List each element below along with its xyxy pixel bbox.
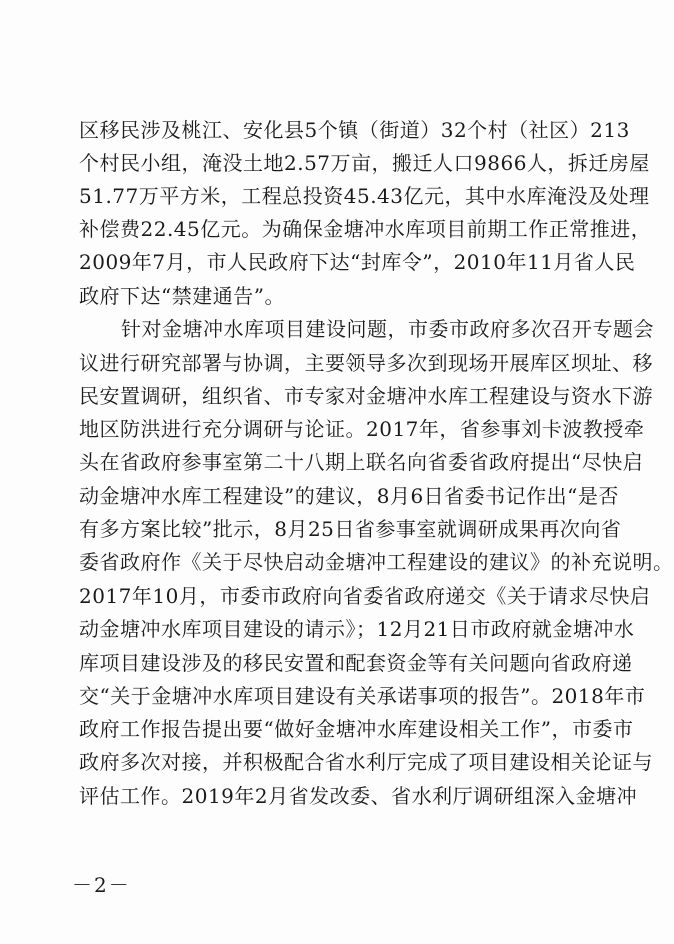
text-line: 议进行研究部署与协调，主要领导多次到现场开展库区坝址、移: [79, 351, 653, 375]
text-line: 交“关于金塘冲水库项目建设有关承诺事项的报告”。2018年市: [79, 684, 646, 708]
text-line: 委省政府作《关于尽快启动金塘冲工程建设的建议》的补充说明。: [79, 550, 674, 574]
text-line: 动金塘冲水库工程建设”的建议，8月6日省委书记作出“是否: [79, 484, 619, 508]
text-line: 库项目建设涉及的移民安置和配套资金等有关问题向省政府递: [79, 651, 633, 675]
text-line: 51.77万平方米，工程总投资45.43亿元，其中水库淹没及处理: [79, 184, 650, 208]
text-line: 个村民小组，淹没土地2.57万亩，搬迁人口9866人，拆迁房屋: [79, 151, 650, 175]
text-line: 有多方案比较”批示，8月25日省参事室就调研成果再次向省: [79, 517, 622, 541]
text-line: 针对金塘冲水库项目建设问题，市委市政府多次召开专题会: [121, 317, 654, 341]
page-number: －2－: [72, 873, 131, 897]
text-line: 补偿费22.45亿元。为确保金塘冲水库项目前期工作正常推进，: [79, 217, 652, 241]
text-line: 头在省政府参事室第二十八期上联名向省委省政府提出“尽快启: [79, 450, 644, 474]
text-line: 民安置调研，组织省、市专家对金塘冲水库工程建设与资水下游: [79, 384, 653, 408]
text-line: 2009年7月，市人民政府下达“封库令”，2010年11月省人民: [79, 250, 636, 274]
text-line: 政府工作报告提出要“做好金塘冲水库建设相关工作”，市委市: [79, 717, 634, 741]
text-line: 评估工作。2019年2月省发改委、省水利厅调研组深入金塘冲: [79, 784, 638, 808]
text-line: 政府下达“禁建通告”。: [79, 284, 285, 308]
text-line: 2017年10月，市委市政府向省委省政府递交《关于请求尽快启: [79, 584, 651, 608]
text-line: 政府多次对接，并积极配合省水利厅完成了项目建设相关论证与: [79, 750, 653, 774]
text-line: 动金塘冲水库项目建设的请示》；12月21日市政府就金塘冲水: [79, 617, 635, 641]
text-line: 地区防洪进行充分调研与论证。2017年，省参事刘卡波教授牵: [79, 417, 645, 441]
text-line: 区移民涉及桃江、安化县5个镇（街道）32个村（社区）213: [79, 118, 630, 142]
